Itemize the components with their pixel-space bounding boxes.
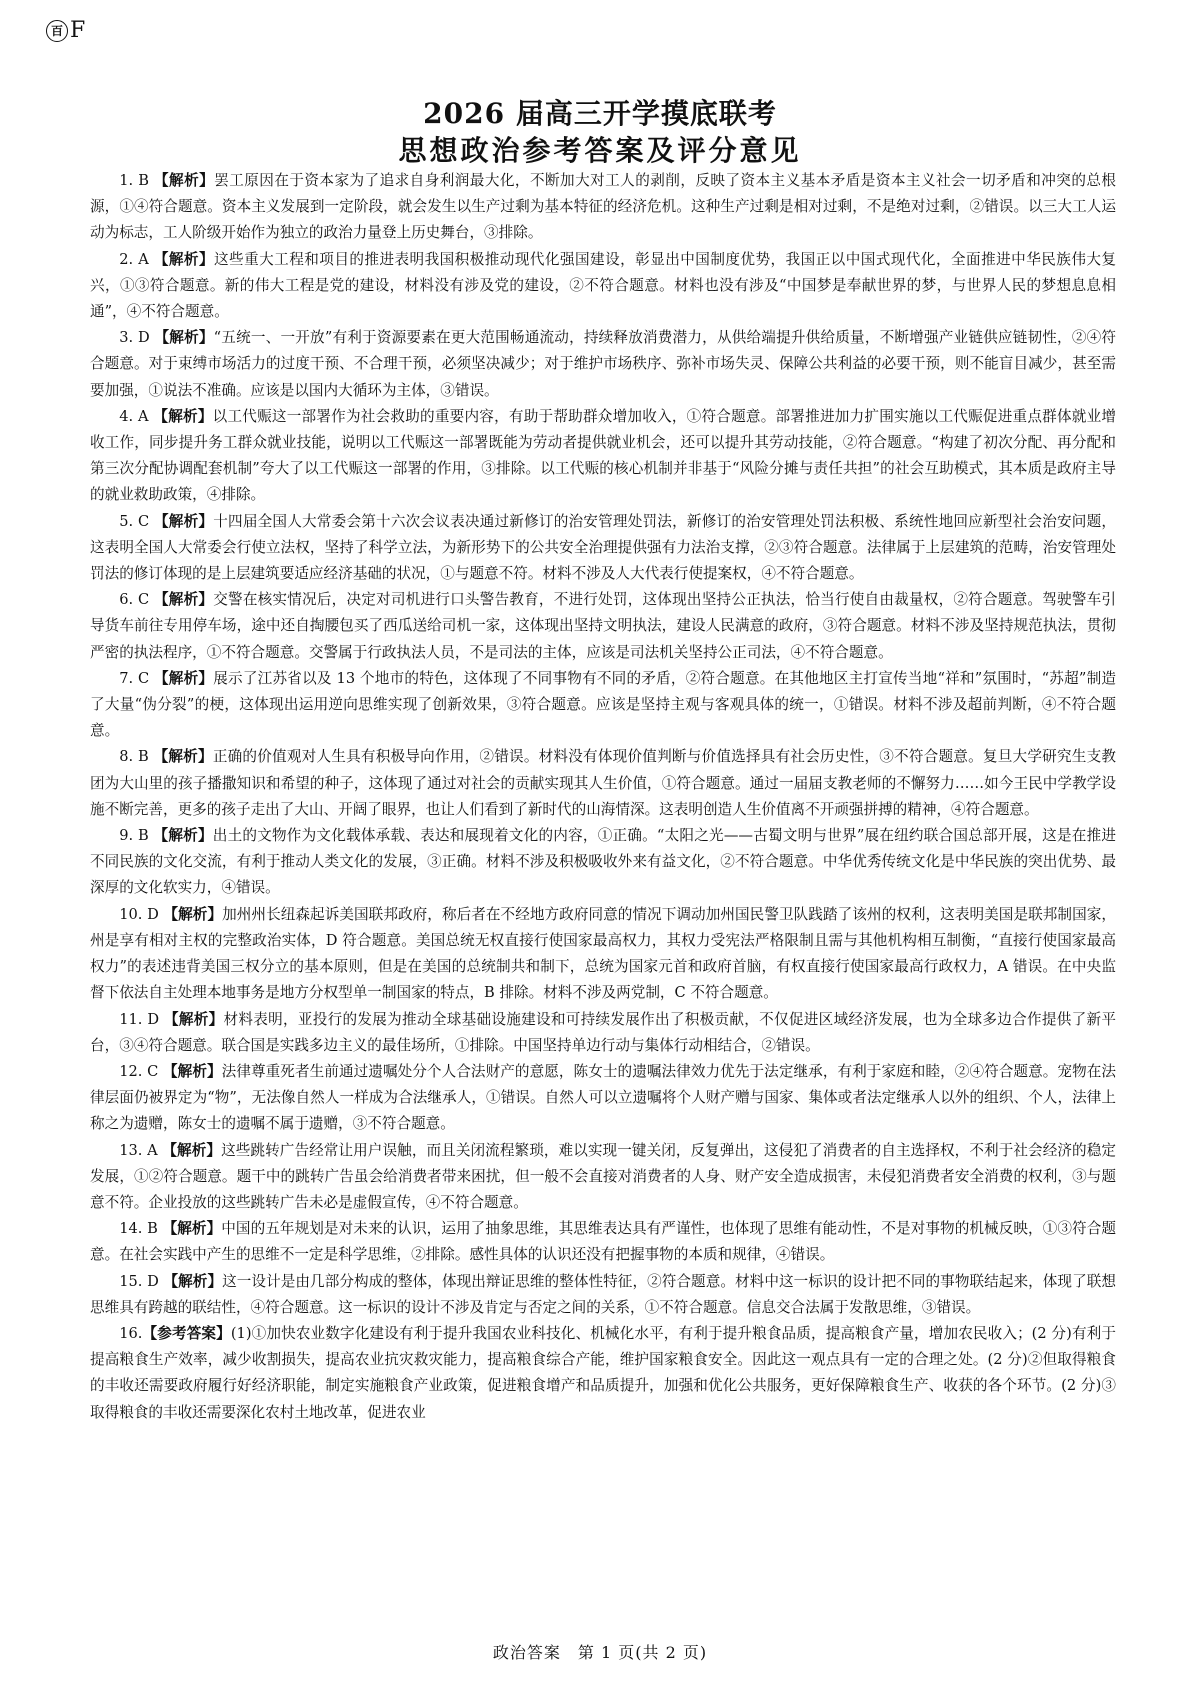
answer-text: 以工代赈这一部署作为社会救助的重要内容，有助于帮助群众增加收入，①符合题意。部署推进加力扩围实施以工代赈促进重点群体就业增收工作，同步提升务工群众就业技能，说明以工代赈这一部署既能为劳动者提供就业机会，还可以提升其劳动技能，②符合题意。“构建了初次分配、再分配和第三次分配协调配套机制”夸大了以工代赈这一部署的作用，③排除。以工代赈的核心机制并非基于“风险分摊与责任共担”的社会互助模式，其本质是政府主导的就业救助政策，④排除。 <box>90 407 1116 504</box>
answer-item <box>90 1007 1116 1059</box>
answer-item <box>90 1269 1116 1321</box>
analysis-tag: 【解析】 <box>163 1272 223 1290</box>
page-header <box>0 96 1200 170</box>
answer-number: 9. B <box>119 827 149 845</box>
answer-number: 7. C <box>119 669 150 687</box>
answer-text: 交警在核实情况后，决定对司机进行口头警告教育，不进行处罚，这体现出坚持公正执法，恰当行使自由裁量权，②符合题意。驾驶警车引导货车前往专用停车场，途中还自掏腰包买了西瓜送给司机一家，这体现出坚持文明执法，建设人民满意的政府，③符合题意。材料不涉及坚持规范执法，贯彻严密的执法程序，①不符合题意。交警属于行政执法人员，不是司法的主体，应该是司法机关坚持公正司法，④不符合题意。 <box>90 591 1116 661</box>
answer-number: 13. A <box>119 1141 158 1159</box>
answer-item <box>90 1321 1116 1426</box>
answer-item <box>90 404 1116 509</box>
answer-text: 出土的文物作为文化载体承载、表达和展现着文化的内容，①正确。“太阳之光——古蜀文明与世界”展在纽约联合国总部开展，这是在推进不同民族的文化交流，有利于推动人类文化的发展，③正确。材料不涉及积极吸收外来有益文化，②不符合题意。中华优秀传统文化是中华民族的突出优势、最深厚的文化软实力，④错误。 <box>90 827 1116 897</box>
analysis-tag: 【解析】 <box>154 669 214 687</box>
answer-text: 展示了江苏省以及 13 个地市的特色，这体现了不同事物有不同的矛盾，②符合题意。在其他地区主打宣传当地“祥和”氛围时，“苏超”制造了大量“伪分裂”的梗，这体现出运用逆向思维实现了创新效果，③符合题意。应该是坚持主观与客观具体的统一，①错误。材料不涉及超前判断，④不符合题意。 <box>90 669 1116 740</box>
paper-version-letter: F <box>70 18 86 43</box>
answer-number: 14. B <box>119 1220 158 1238</box>
answer-number: 6. C <box>119 591 150 609</box>
answer-item <box>90 587 1116 666</box>
answer-number: 12. C <box>119 1062 159 1080</box>
analysis-tag: 【解析】 <box>163 1010 224 1028</box>
analysis-tag: 【解析】 <box>154 512 214 530</box>
answer-text: 这些跳转广告经常让用户误触，而且关闭流程繁琐，难以实现一键关闭，反复弹出，这侵犯了消费者的自主选择权，不利于社会经济的稳定发展，①②符合题意。题干中的跳转广告虽会给消费者带来困扰，但一般不会直接对消费者的人身、财产安全造成损害，未侵犯消费者安全消费的权利，③与题意不符。企业投放的这些跳转广告未必是虚假宣传，④不符合题意。 <box>90 1141 1116 1211</box>
answer-number: 15. D <box>119 1272 159 1290</box>
analysis-tag: 【解析】 <box>153 748 213 766</box>
answer-text: 这一设计是由几部分构成的整体，体现出辩证思维的整体性特征，②符合题意。材料中这一标识的设计把不同的事物联结起来，体现了联想思维具有跨越的联结性，④符合题意。这一标识的设计不涉及肯定与否定之间的关系，①不符合题意。信息交合法属于发散思维，③错误。 <box>90 1272 1116 1316</box>
exam-title: 2026 届高三开学摸底联考 <box>423 97 777 130</box>
answer-item <box>90 509 1116 588</box>
answer-text: (1)①加快农业数字化建设有利于提升我国农业科技化、机械化水平，有利于提升粮食品质，提高粮食产量，增加农民收入；(2 分)有利于提高粮食生产效率，减少收割损失，提高农业抗灾救灾能力，提高粮食综合产能，维护国家粮食安全。因此这一观点具有一定的合理之处。(2 分)②但取得粮食的丰收还需要政府履行好经济职能，制定实施粮食产业政策，促进粮食增产和品质提升，加强和优化公共服务，更好保障粮食生产、收获的各个环节。(2 分)③取得粮食的丰收还需要深化农村土地改革，促进农业 <box>90 1324 1116 1421</box>
analysis-tag: 【解析】 <box>162 1220 222 1238</box>
answer-number: 11. D <box>119 1010 160 1028</box>
answer-number: 4. A <box>119 407 149 425</box>
analysis-tag: 【解析】 <box>153 407 213 425</box>
analysis-tag: 【解析】 <box>154 172 215 189</box>
answer-text: 材料表明，亚投行的发展为推动全球基础设施建设和可持续发展作出了积极贡献，不仅促进区域经济发展，也为全球多边合作提供了新平台，③④符合题意。联合国是实践多边主义的最佳场所，①排除。中国坚持单边行动与集体行动相结合，②错误。 <box>90 1010 1116 1054</box>
analysis-tag: 【解析】 <box>163 1062 222 1080</box>
answer-item <box>90 325 1116 404</box>
answer-item <box>90 744 1116 823</box>
analysis-tag: 【解析】 <box>163 905 223 923</box>
answer-number: 3. D <box>119 329 150 347</box>
answer-item <box>90 902 1116 1007</box>
answer-text: 中国的五年规划是对未来的认识，运用了抽象思维，其思维表达具有严谨性，也体现了思维有能动性，不是对事物的机械反映，①③符合题意。在社会实践中产生的思维不一定是科学思维，②排除。感性具体的认识还没有把握事物的本质和规律，④错误。 <box>90 1220 1116 1264</box>
answer-number: 1. B <box>119 172 149 189</box>
answer-text: 罢工原因在于资本家为了追求自身利润最大化，不断加大对工人的剥削，反映了资本主义基本矛盾是资本主义社会一切矛盾和冲突的总根源，①④符合题意。资本主义发展到一定阶段，就会发生以生产过剩为基本特征的经济危机。这种生产过剩是相对过剩，不是绝对过剩，②错误。以三大工人运动为标志，工人阶级开始作为独立的政治力量登上历史舞台，③排除。 <box>90 172 1116 242</box>
answer-number: 10. D <box>119 905 159 923</box>
exam-subtitle: 思想政治参考答案及评分意见 <box>398 134 802 167</box>
page-footer: 政治答案 第 1 页(共 2 页) <box>492 1643 708 1662</box>
reference-answer-tag: 【参考答案】 <box>142 1324 231 1342</box>
answer-number: 8. B <box>119 748 149 766</box>
answer-item <box>90 823 1116 902</box>
answer-number: 2. A <box>119 250 149 268</box>
answer-item <box>90 666 1116 745</box>
answer-item <box>90 1216 1116 1268</box>
answer-text: 加州州长纽森起诉美国联邦政府，称后者在不经地方政府同意的情况下调动加州国民警卫队践踏了该州的权利，这表明美国是联邦制国家，州是享有相对主权的完整政治实体，D 符合题意。美国总统无权直接行使国家最高权力，其权力受宪法严格限制且需与其他机构相互制衡，“直接行使国家最高权力”的表述违背美国三权分立的基本原则，但是在美国的总统制共和制下，总统为国家元首和政府首脑，有权直接行使国家最高行政权力，A 错误。在中央监督下依法自主处理本地事务是地方分权型单一制国家的特点，B 排除。材料不涉及两党制，C 不符合题意。 <box>90 905 1116 1002</box>
analysis-tag: 【解析】 <box>154 591 214 609</box>
analysis-tag: 【解析】 <box>162 1141 222 1159</box>
answer-item <box>90 247 1116 326</box>
analysis-tag: 【解析】 <box>154 329 214 347</box>
answer-item <box>90 168 1116 247</box>
answer-number: 5. C <box>119 512 150 530</box>
analysis-tag: 【解析】 <box>153 250 215 268</box>
answer-item <box>90 1059 1116 1138</box>
answer-item <box>90 1138 1116 1217</box>
answer-text: 这些重大工程和项目的推进表明我国积极推动现代化强国建设，彰显出中国制度优势，我国正以中国式现代化，全面推进中华民族伟大复兴，①③符合题意。新的伟大工程是党的建设，材料没有涉及党的建设，②不符合题意。材料也没有涉及“中国梦是奉献世界的梦，与世界人民的梦想息息相通”，④不符合题意。 <box>90 250 1116 321</box>
answer-text: 十四届全国人大常委会第十六次会议表决通过新修订的治安管理处罚法，新修订的治安管理处罚法积极、系统性地回应新型社会治安问题，这表明全国人大常委会行使立法权，坚持了科学立法，为新形势下的公共安全治理提供强有力法治支撑，②③符合题意。法律属于上层建筑的范畴，治安管理处罚法的修订体现的是上层建筑要适应经济基础的状况，①与题意不符。材料不涉及人大代表行使提案权，④不符合题意。 <box>90 512 1116 583</box>
answer-list <box>90 168 1116 1426</box>
answer-number: 16. <box>119 1324 143 1342</box>
analysis-tag: 【解析】 <box>153 827 213 845</box>
logo-seal-icon: 百 <box>46 20 68 42</box>
answer-text: “五统一、一开放”有利于资源要素在更大范围畅通流动，持续释放消费潜力，从供给端提升供给质量，不断增强产业链供应链韧性，②④符合题意。对于束缚市场活力的过度干预、不合理干预，必须坚决减少；对于维护市场秩序、弥补市场失灵、保障公共利益的必要干预，则不能盲目减少，甚至需要加强，①说法不准确。应该是以国内大循环为主体，③错误。 <box>90 329 1117 399</box>
answer-text: 法律尊重死者生前通过遗嘱处分个人合法财产的意愿，陈女士的遗嘱法律效力优先于法定继承，有利于家庭和睦，②④符合题意。宠物在法律层面仍被界定为“物”，无法像自然人一样成为合法继承人，①错误。自然人可以立遗嘱将个人财产赠与国家、集体或者法定继承人以外的组织、个人，法律上称之为遗赠，陈女士的遗嘱不属于遗赠，③不符合题意。 <box>90 1062 1116 1133</box>
answer-text: 正确的价值观对人生具有积极导向作用，②错误。材料没有体现价值判断与价值选择具有社会历史性，③不符合题意。复旦大学研究生支教团为大山里的孩子播撒知识和希望的种子，这体现了通过对社会的贡献实现其人生价值，①符合题意。通过一届届支教老师的不懈努力……如今王民中学教学设施不断完善，更多的孩子走出了大山、开阔了眼界，也让人们看到了新时代的山海情深。这表明创造人生价值离不开顽强拼搏的精神，④符合题意。 <box>90 748 1116 818</box>
corner-mark <box>46 18 85 43</box>
